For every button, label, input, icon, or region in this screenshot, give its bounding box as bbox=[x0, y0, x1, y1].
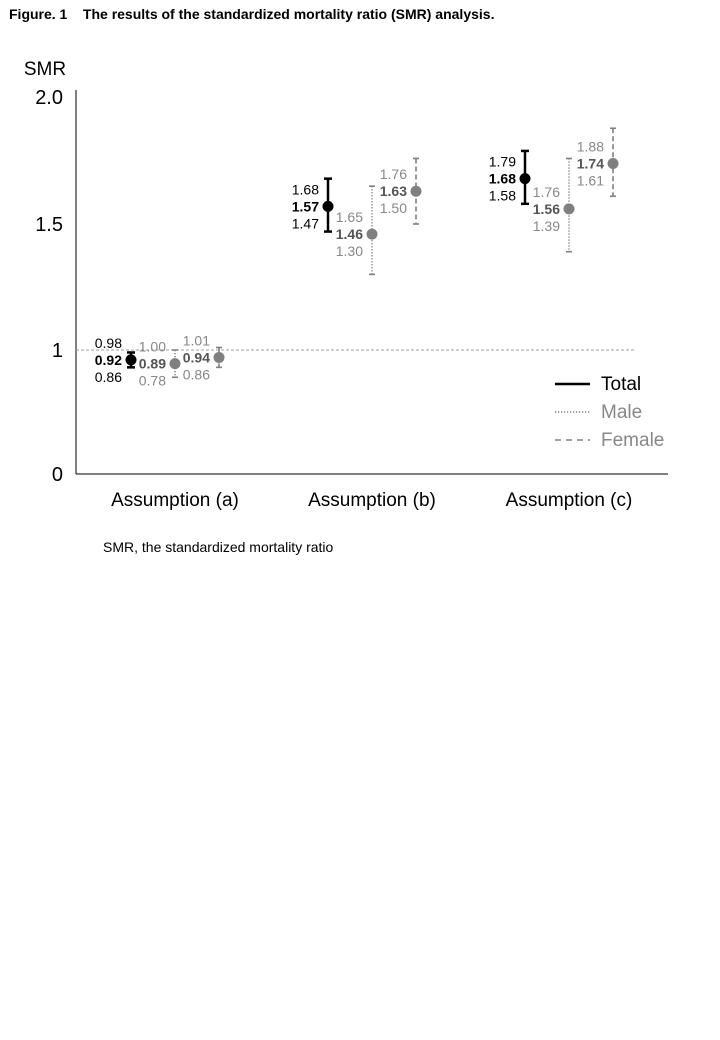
total-upper-label: 1.68 bbox=[291, 181, 319, 198]
male-point bbox=[367, 229, 378, 240]
total-point bbox=[520, 173, 531, 184]
male-lower-label: 1.39 bbox=[532, 217, 560, 234]
male-upper-label: 1.00 bbox=[138, 338, 166, 355]
legend-label-total: Total bbox=[601, 374, 642, 395]
male-lower-label: 0.78 bbox=[138, 372, 166, 389]
female-estimate-label: 1.74 bbox=[576, 155, 604, 172]
legend-label-female: Female bbox=[601, 430, 665, 451]
male-estimate-label: 1.56 bbox=[532, 200, 560, 217]
footnote: SMR, the standardized mortality ratio bbox=[103, 539, 334, 555]
y-tick-label: 2.0 bbox=[35, 87, 63, 109]
figure-number: Figure. 1 bbox=[9, 6, 68, 22]
total-lower-label: 1.58 bbox=[488, 187, 516, 204]
total-estimate-label: 1.57 bbox=[291, 198, 319, 215]
male-point bbox=[564, 203, 575, 214]
female-estimate-label: 0.94 bbox=[182, 349, 210, 366]
male-lower-label: 1.30 bbox=[335, 243, 363, 260]
male-upper-label: 1.76 bbox=[532, 183, 560, 200]
male-upper-label: 1.65 bbox=[335, 209, 363, 226]
female-point bbox=[214, 352, 225, 363]
total-upper-label: 0.98 bbox=[94, 334, 122, 351]
male-point bbox=[170, 358, 181, 369]
total-point bbox=[126, 354, 137, 365]
y-axis-label: SMR bbox=[23, 59, 67, 80]
y-tick-label: 0 bbox=[51, 464, 63, 486]
total-lower-label: 1.47 bbox=[291, 215, 319, 232]
female-upper-label: 1.01 bbox=[182, 332, 210, 349]
total-estimate-label: 1.68 bbox=[488, 170, 516, 187]
male-estimate-label: 0.89 bbox=[138, 355, 166, 372]
x-tick-label: Assumption (a) bbox=[111, 490, 239, 511]
female-point bbox=[608, 158, 619, 169]
female-upper-label: 1.88 bbox=[576, 138, 604, 155]
x-tick-label: Assumption (b) bbox=[308, 490, 436, 511]
figure-caption: The results of the standardized mortality ratio (SMR) analysis. bbox=[82, 6, 495, 22]
female-lower-label: 0.86 bbox=[182, 366, 210, 383]
y-tick-label: 1.5 bbox=[35, 214, 63, 236]
total-estimate-label: 0.92 bbox=[94, 351, 122, 368]
total-point bbox=[323, 201, 334, 212]
female-point bbox=[411, 186, 422, 197]
female-upper-label: 1.76 bbox=[379, 166, 407, 183]
total-lower-label: 0.86 bbox=[94, 368, 122, 385]
male-estimate-label: 1.46 bbox=[335, 226, 363, 243]
total-upper-label: 1.79 bbox=[488, 153, 516, 170]
female-lower-label: 1.61 bbox=[576, 172, 604, 189]
female-estimate-label: 1.63 bbox=[379, 183, 407, 200]
y-tick-label: 1 bbox=[51, 340, 63, 362]
legend-label-male: Male bbox=[601, 402, 643, 423]
x-tick-label: Assumption (c) bbox=[505, 490, 633, 511]
female-lower-label: 1.50 bbox=[379, 200, 407, 217]
